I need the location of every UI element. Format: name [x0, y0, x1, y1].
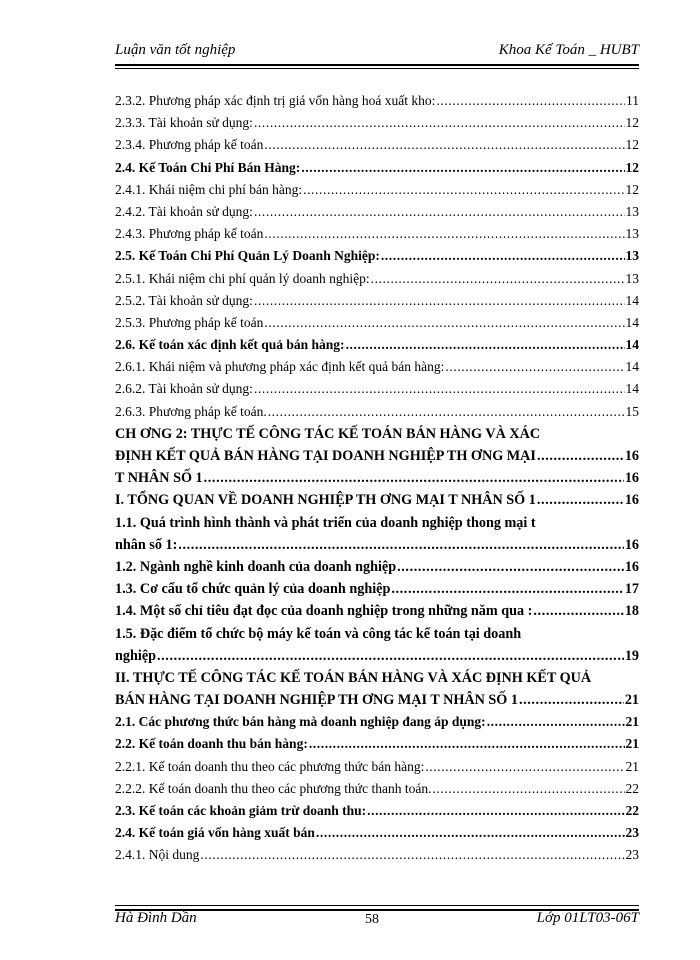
- toc-entry-page: 13: [625, 226, 639, 242]
- toc-entry-title-line1: II. THỰC TẾ CÔNG TÁC KẾ TOÁN BÁN HÀNG VÀ XÁC ĐỊNH KẾT QUẢ: [115, 669, 592, 686]
- toc-entry: [115, 179, 639, 201]
- toc-entry: [115, 556, 639, 578]
- toc-entry-title: 2.6.1. Khái niệm và phương pháp xác định kết quả bán hàng:: [115, 359, 445, 375]
- toc-entry: [115, 534, 639, 556]
- toc-entry-title: 2.3.3. Tài khoản sử dụng:: [115, 115, 253, 131]
- toc-entry-title: BÁN HÀNG TẠI DOANH NGHIỆP TH ƠNG MẠI T NHÂN SỐ 1: [115, 692, 518, 709]
- toc-entry-title: 2.2. Kế toán doanh thu bán hàng:: [115, 736, 308, 752]
- toc-entry-title-line1: CH ƠNG 2: THỰC TẾ CÔNG TÁC KẾ TOÁN BÁN HÀNG VÀ XÁC: [115, 425, 541, 442]
- toc-entry-title: 2.4. Kế toán giá vốn hàng xuất bán: [115, 825, 315, 841]
- toc-entry: [115, 489, 639, 511]
- page-number: 58: [365, 912, 379, 927]
- page-header: [115, 42, 639, 62]
- toc-entry-page: 17: [624, 581, 639, 598]
- toc-entry: [115, 600, 639, 622]
- toc-entry-title: 2.4.1. Khái niệm chi phí bán hàng:: [115, 181, 303, 197]
- toc-entry: [115, 844, 639, 866]
- toc-entry: [115, 134, 639, 156]
- toc-entry: [115, 800, 639, 822]
- toc-entry-title: 2.6.3. Phương pháp kế toán.: [115, 403, 267, 419]
- toc-entry: [115, 778, 639, 800]
- toc-entry-title: nghiệp: [115, 647, 157, 664]
- toc-entry: [115, 223, 639, 245]
- toc-entry: [115, 334, 639, 356]
- toc-entry-page: 12: [625, 159, 639, 175]
- toc-entry: [115, 756, 639, 778]
- footer-class: Lớp 01LT03-06T: [536, 910, 639, 926]
- toc-entry: [115, 401, 639, 423]
- toc-entry-title: 2.5. Kế Toán Chi Phí Quản Lý Doanh Nghiệp:: [115, 248, 380, 264]
- toc-entry-page: 16: [624, 558, 639, 575]
- toc-entry: [115, 578, 639, 600]
- toc-entry: [115, 290, 639, 312]
- toc-entry-page: 21: [625, 714, 639, 730]
- toc-entry: [115, 645, 639, 667]
- toc-entry: [115, 201, 639, 223]
- toc-entry-title-line1: 1.1. Quá trình hình thành và phát triển của doanh nghiệp thong mại t: [115, 514, 536, 531]
- toc-entry-title: 1.3. Cơ cấu tổ chức quản lý của doanh nghiệp: [115, 581, 391, 598]
- toc-entry-title: 2.4. Kế Toán Chi Phí Bán Hàng:: [115, 159, 301, 175]
- footer-rule-thin: [115, 905, 639, 906]
- page-footer: [115, 910, 639, 930]
- toc-entry-page: 23: [625, 847, 639, 863]
- toc-entry-title: 1.4. Một số chỉ tiêu đạt đọc của doanh nghiệp trong những năm qua :: [115, 603, 533, 620]
- toc-entry: [115, 268, 639, 290]
- toc-entry: [115, 711, 639, 733]
- toc-entry-page: 13: [625, 270, 639, 286]
- toc-entry-page: 18: [624, 603, 639, 620]
- header-faculty: Khoa Kế Toán _ HUBT: [498, 42, 639, 58]
- toc-entry-title: ĐỊNH KẾT QUẢ BÁN HÀNG TẠI DOANH NGHIỆP TH ƠNG MẠI: [115, 448, 536, 464]
- toc-entry-title: 2.4.2. Tài khoản sử dụng:: [115, 203, 253, 219]
- toc-entry-page: 21: [624, 692, 639, 709]
- toc-entry-page: 14: [625, 314, 639, 330]
- toc-entry-title: 2.6.2. Tài khoản sử dụng:: [115, 381, 253, 397]
- toc-entry-page: 12: [625, 137, 639, 153]
- toc-entry-title: 2.4.1. Nội dung: [115, 847, 200, 863]
- toc-entry-page: 12: [625, 181, 639, 197]
- toc-entry: [115, 822, 639, 844]
- toc-entry-title: 2.3.4. Phương pháp kế toán: [115, 137, 264, 153]
- toc-entry: [115, 245, 639, 267]
- toc-entry-page: 22: [625, 803, 639, 818]
- toc-entry-title: 1.2. Ngành nghề kinh doanh của doanh nghiệp: [115, 558, 397, 575]
- toc-entry: [115, 689, 639, 711]
- toc-entry: [115, 445, 639, 467]
- toc-entry: [115, 733, 639, 755]
- toc-entry-title: 2.5.2. Tài khoản sử dụng:: [115, 292, 253, 308]
- toc-entry-page: 21: [625, 758, 639, 774]
- toc-entry-title: I. TỔNG QUAN VỀ DOANH NGHIỆP TH ƠNG MẠI T NHÂN SỐ 1: [115, 492, 536, 509]
- toc-entry-title: 2.3.2. Phương pháp xác định trị giá vốn hàng hoá xuất kho:: [115, 93, 436, 108]
- toc-entry-page: 16: [624, 536, 639, 553]
- toc-entry-title: T NHÂN SỐ 1: [115, 470, 203, 487]
- toc-entry-page: 21: [625, 736, 639, 752]
- toc-entry-title: nhân số 1:: [115, 536, 178, 553]
- toc-entry-page: 14: [625, 359, 639, 375]
- toc-entry-page: 14: [625, 292, 639, 308]
- toc-entry: [115, 356, 639, 378]
- header-thesis-title: Luận văn tốt nghiệp: [115, 42, 236, 58]
- toc-entry-title: 2.4.3. Phương pháp kế toán: [115, 226, 264, 242]
- toc-entry-title: 2.5.3. Phương pháp kế toán: [115, 314, 264, 330]
- toc-entry: [115, 467, 639, 489]
- footer-author: Hà Đình Dần: [115, 910, 197, 926]
- toc-entry-page: 13: [625, 203, 639, 219]
- toc-entry-page: 11: [626, 93, 639, 108]
- toc-entry-page: 16: [624, 448, 639, 464]
- toc-entry: [115, 312, 639, 334]
- toc-entry-page: 23: [625, 825, 639, 841]
- toc-entry-page: 15: [625, 403, 639, 419]
- toc-entry-page: 16: [624, 470, 639, 487]
- header-rule-thick: [115, 64, 639, 66]
- toc-entry-title: 2.2.2. Kế toán doanh thu theo các phương thức thanh toán.: [115, 780, 432, 796]
- toc-entry: [115, 157, 639, 179]
- toc-entry-title: 2.2.1. Kế toán doanh thu theo các phương thức bán hàng:: [115, 758, 425, 774]
- toc-entry: [115, 90, 639, 112]
- toc-entry-title: 2.6. Kế toán xác định kết quả bán hàng:: [115, 337, 345, 353]
- toc-entry-title: 2.5.1. Khái niệm chi phí quản lý doanh nghiệp:: [115, 270, 370, 286]
- toc-entry-page: 14: [625, 381, 639, 397]
- toc-entry-page: 22: [625, 780, 639, 796]
- toc-entry-page: 12: [625, 115, 639, 131]
- toc-entry-page: 16: [624, 492, 639, 509]
- toc-entry: [115, 112, 639, 134]
- toc-entry-page: 13: [625, 248, 639, 264]
- toc-entry-title: 2.3. Kế toán các khoản giảm trừ doanh thu:: [115, 803, 367, 818]
- table-of-contents: [115, 90, 639, 867]
- toc-entry-page: 14: [625, 337, 639, 353]
- toc-entry: [115, 378, 639, 400]
- toc-entry-page: 19: [624, 647, 639, 664]
- header-rule-thin: [115, 68, 639, 69]
- toc-entry-title-line1: 1.5. Đặc điểm tổ chức bộ máy kế toán và công tác kế toán tại doanh: [115, 625, 522, 642]
- toc-entry-title: 2.1. Các phương thức bán hàng mà doanh nghiệp đang áp dụng:: [115, 714, 486, 730]
